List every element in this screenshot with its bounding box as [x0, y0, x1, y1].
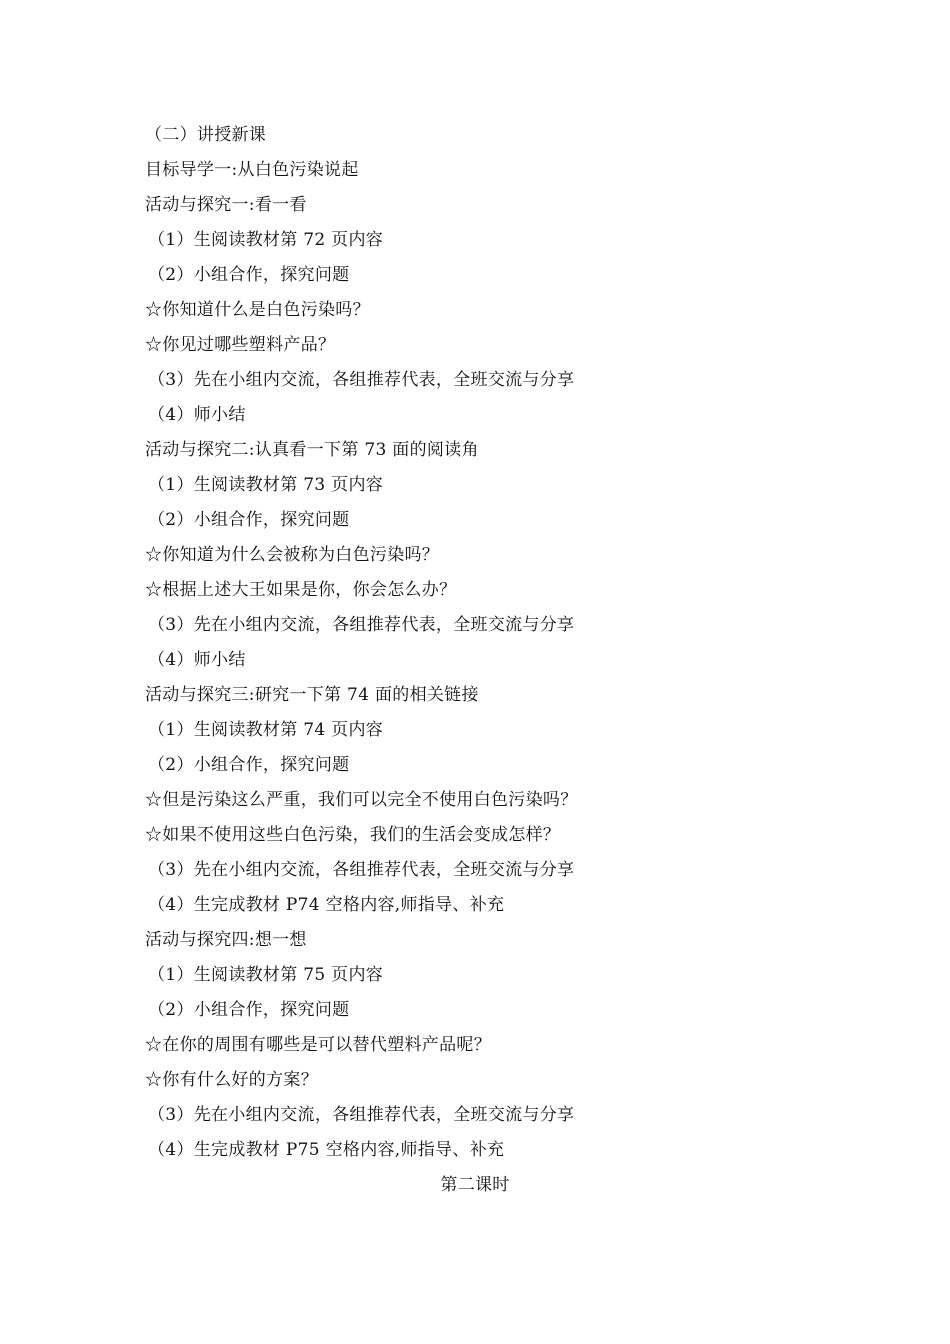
question-line: ☆在你的周围有哪些是可以替代塑料产品呢？ [145, 1035, 491, 1055]
text-line: （2）小组合作，探究问题 [148, 1000, 350, 1020]
question-line: ☆你有什么好的方案？ [145, 1070, 318, 1090]
text-line: （4）师小结 [148, 405, 246, 425]
text-line: （2）小组合作，探究问题 [148, 510, 350, 530]
text-line: （4）师小结 [148, 650, 246, 670]
document-body [145, 118, 845, 1203]
activity-heading: 活动与探究三:研究一下第 74 面的相关链接 [145, 685, 479, 705]
activity-heading: 活动与探究一:看一看 [145, 195, 307, 215]
question-line: ☆你知道为什么会被称为白色污染吗？ [145, 545, 440, 565]
text-line: （3）先在小组内交流，各组推荐代表，全班交流与分享 [148, 1105, 575, 1125]
text-line: （1）生阅读教材第 73 页内容 [148, 475, 384, 495]
text-line: （1）生阅读教材第 74 页内容 [148, 720, 384, 740]
text-line: （1）生阅读教材第 75 页内容 [148, 965, 384, 985]
text-line: （3）先在小组内交流，各组推荐代表，全班交流与分享 [148, 860, 575, 880]
text-line: （2）小组合作，探究问题 [148, 755, 350, 775]
question-line: ☆根据上述大王如果是你，你会怎么办？ [145, 580, 457, 600]
text-line: （4）生完成教材 P75 空格内容,师指导、补充 [148, 1140, 505, 1160]
question-line: ☆你见过哪些塑料产品？ [145, 335, 336, 355]
text-line: （1）生阅读教材第 72 页内容 [148, 230, 384, 250]
goal-heading: 目标导学一:从白色污染说起 [145, 160, 359, 180]
text-line: （3）先在小组内交流，各组推荐代表，全班交流与分享 [148, 370, 575, 390]
question-line: ☆但是污染这么严重，我们可以完全不使用白色污染吗？ [145, 790, 578, 810]
text-line: （3）先在小组内交流，各组推荐代表，全班交流与分享 [148, 615, 575, 635]
activity-heading: 活动与探究二:认真看一下第 73 面的阅读角 [145, 440, 479, 460]
section-heading: （二）讲授新课 [145, 125, 267, 145]
activity-heading: 活动与探究四:想一想 [145, 930, 307, 950]
text-line: （2）小组合作，探究问题 [148, 265, 350, 285]
question-line: ☆你知道什么是白色污染吗？ [145, 300, 370, 320]
question-line: ☆如果不使用这些白色污染，我们的生活会变成怎样？ [145, 825, 561, 845]
text-line: （4）生完成教材 P74 空格内容,师指导、补充 [148, 895, 505, 915]
lesson-heading: 第二课时 [440, 1175, 510, 1195]
